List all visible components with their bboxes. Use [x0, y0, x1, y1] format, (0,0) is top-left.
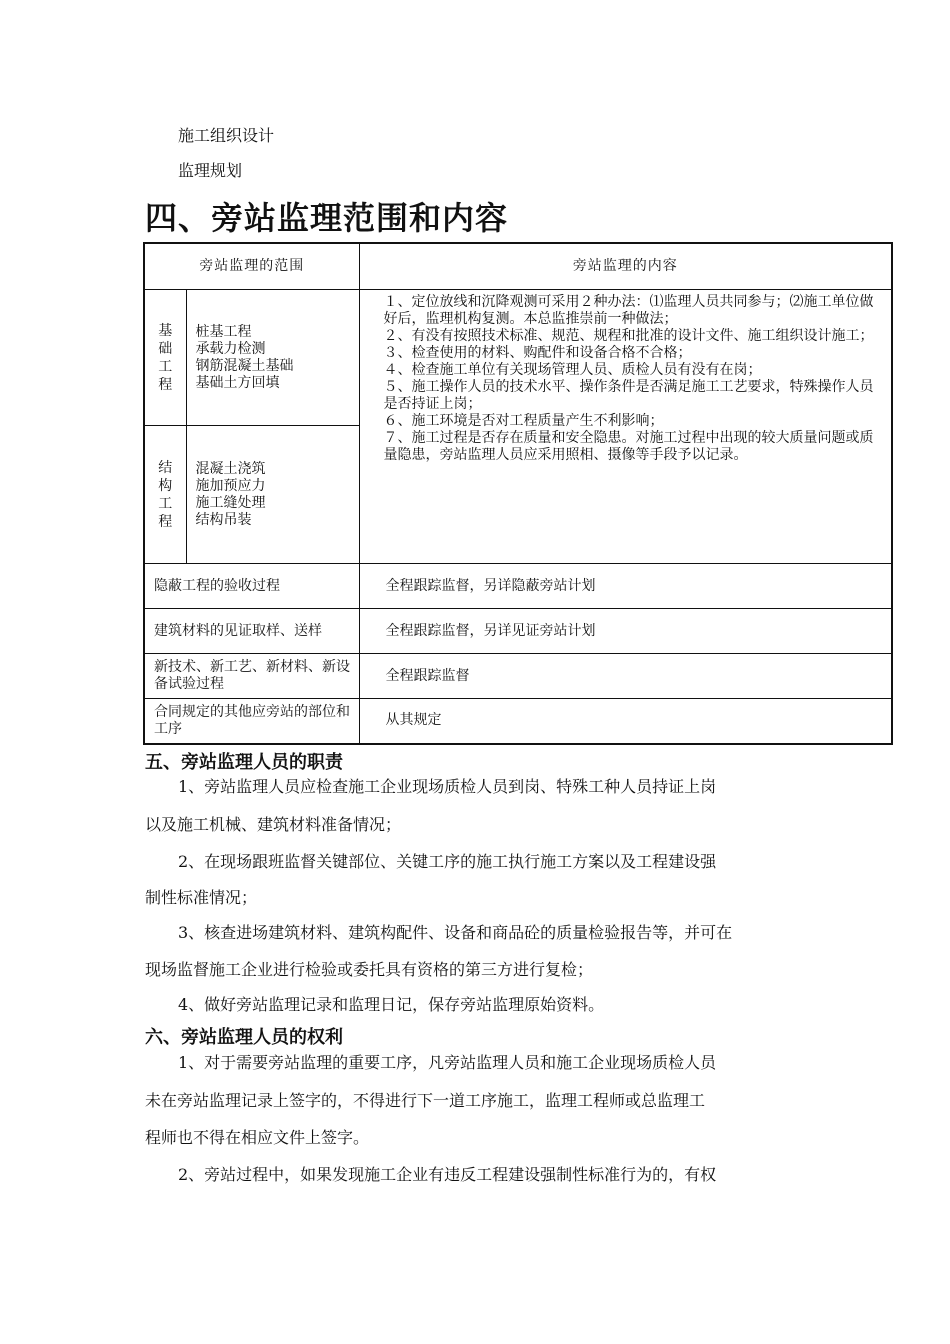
intro-line-supervision-plan: 监理规划: [178, 161, 243, 180]
section-6-paragraph-1-end: 程师也不得在相应文件上签字。: [145, 1128, 370, 1147]
section-5-paragraph-3-cont: 现场监督施工企业进行检验或委托具有资格的第三方进行复检；: [145, 960, 594, 979]
section-5-paragraph-2: 2、在现场跟班监督关键部位、关键工序的施工执行施工方案以及工程建设强: [178, 852, 717, 871]
table-row-content: 全程跟踪监督，另详隐蔽旁站计划: [359, 564, 892, 609]
section-5-paragraph-1-cont: 以及施工机械、建筑材料准备情况；: [145, 815, 402, 834]
list-item: 施工缝处理: [195, 494, 266, 511]
list-item: 混凝土浇筑: [195, 460, 266, 477]
list-item: 基础土方回填: [195, 374, 280, 391]
section-6-paragraph-1: 1、对于需要旁站监理的重要工序，凡旁站监理人员和施工企业现场质检人员: [178, 1053, 717, 1072]
table-header-content: 旁站监理的内容: [359, 243, 892, 290]
list-item: 承载力检测: [195, 340, 266, 357]
table-row-content: 全程跟踪监督，另详见证旁站计划: [359, 609, 892, 654]
group-items-structure: [186, 426, 359, 564]
table-row-content: 从其规定: [359, 699, 892, 744]
group-items-foundation: [186, 290, 359, 426]
table-row-scope: 合同规定的其他应旁站的部位和工序: [144, 699, 359, 744]
content-item: ６、施工环境是否对工程质量产生不利影响；: [383, 413, 664, 429]
content-item: ２、有没有按照技术标准、规范、规程和批准的设计文件、施工组织设计施工；: [383, 328, 874, 344]
group-label-foundation: 基础工程: [144, 290, 186, 426]
section-4-title: 四、旁站监理范围和内容: [145, 199, 509, 237]
section-6-title: 六、旁站监理人员的权利: [145, 1027, 343, 1048]
list-item: 桩基工程: [195, 323, 252, 340]
list-item: 结构吊装: [195, 511, 252, 528]
list-item: 钢筋混凝土基础: [195, 357, 294, 374]
table-row-content: 全程跟踪监督: [359, 654, 892, 699]
supervision-content-cell: [359, 290, 892, 564]
list-item: 施加预应力: [195, 477, 266, 494]
section-5-paragraph-2-cont: 制性标准情况；: [145, 888, 258, 907]
table-row-scope: 隐蔽工程的验收过程: [144, 564, 359, 609]
section-5-title: 五、旁站监理人员的职责: [145, 752, 343, 773]
table-row-scope: 建筑材料的见证取样、送样: [144, 609, 359, 654]
section-5-paragraph-3: 3、核查进场建筑材料、建筑构配件、设备和商品砼的质量检验报告等，并可在: [178, 923, 733, 942]
section-5-paragraph-4: 4、做好旁站监理记录和监理日记，保存旁站监理原始资料。: [178, 995, 605, 1014]
content-item: ７、施工过程是否存在质量和安全隐患。对施工过程中出现的较大质量问题或质量隐患，旁站监理人员应采用照相、摄像等手段予以记录。: [383, 430, 874, 463]
intro-line-construction-design: 施工组织设计: [178, 126, 275, 145]
section-5-paragraph-1: 1、旁站监理人员应检查施工企业现场质检人员到岗、特殊工种人员持证上岗: [178, 777, 717, 796]
content-item: ３、检查使用的材料、购配件和设备合格不合格；: [383, 345, 692, 361]
table-row-scope: 新技术、新工艺、新材料、新设备试验过程: [144, 654, 359, 699]
section-6-paragraph-2: 2、旁站过程中，如果发现施工企业有违反工程建设强制性标准行为的，有权: [178, 1165, 717, 1184]
group-label-structure: 结构工程: [144, 426, 186, 564]
content-item: １、定位放线和沉降观测可采用２种办法：⑴监理人员共同参与；⑵施工单位做好后，监理机构复测。本总监推崇前一种做法；: [383, 294, 874, 327]
supervision-scope-table: [143, 242, 893, 745]
content-item: ５、施工操作人员的技术水平、操作条件是否满足施工工艺要求，特殊操作人员是否持证上岗；: [383, 379, 874, 412]
section-6-paragraph-1-cont: 未在旁站监理记录上签字的，不得进行下一道工序施工，监理工程师或总监理工: [145, 1091, 706, 1110]
table-header-scope: 旁站监理的范围: [144, 243, 359, 290]
content-item: ４、检查施工单位有关现场管理人员、质检人员有没有在岗；: [383, 362, 762, 378]
